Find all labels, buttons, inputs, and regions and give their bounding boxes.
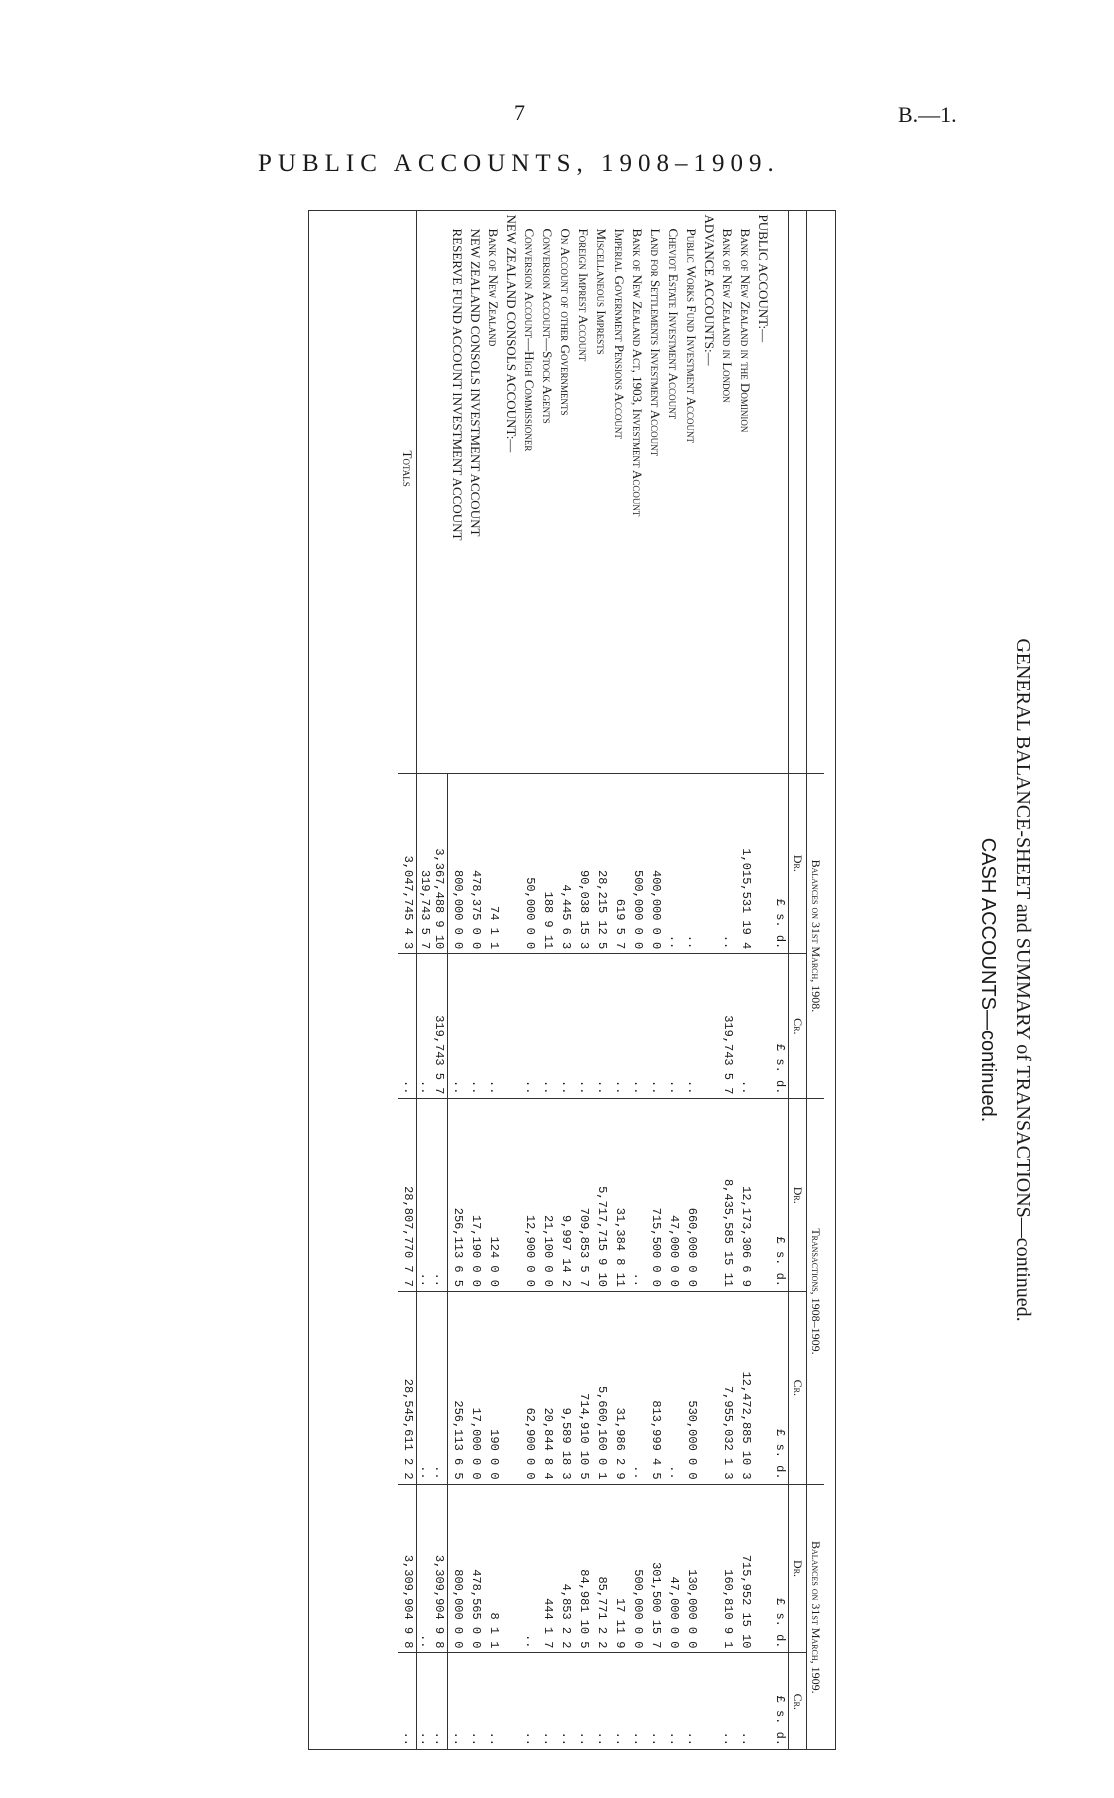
cell-c2 xyxy=(700,954,718,1099)
subtotal-row xyxy=(417,211,448,1751)
cell-c4: 7,955,032 1 3 xyxy=(718,1292,736,1485)
cell-c4: 12,472,885 10 3 xyxy=(736,1292,754,1485)
cell-c4: 5,660,160 0 1 xyxy=(592,1292,610,1485)
table-sub-title: CASH ACCOUNTS—continued. xyxy=(977,837,999,1123)
cell-c1: 1,015,531 19 4 xyxy=(736,773,754,954)
cell-c2: .. xyxy=(610,954,628,1099)
cr-header-3: Cr. xyxy=(789,1653,807,1750)
table-row xyxy=(736,211,754,1751)
cell-c3: 12,173,306 6 9 xyxy=(736,1099,754,1292)
cell-c5: 4,853 2 2 xyxy=(556,1484,574,1653)
cell-c4: 17,000 0 0 xyxy=(466,1292,484,1485)
cell-c5: .. xyxy=(520,1484,538,1653)
table-row xyxy=(700,211,718,1751)
page-number: 7 xyxy=(514,100,525,125)
cell-c3: 21,100 0 0 xyxy=(538,1099,556,1292)
totals-label: Totals xyxy=(399,211,418,774)
cell-c5 xyxy=(502,1484,520,1653)
table-row xyxy=(484,211,502,1751)
totals-c3: 28,807,770 7 7 xyxy=(399,1099,418,1292)
cell-c2: .. xyxy=(448,954,466,1099)
cell-c1: 478,375 0 0 xyxy=(466,773,484,954)
cell-c3: 31,384 8 11 xyxy=(610,1099,628,1292)
cell-c5 xyxy=(700,1484,718,1653)
subtotal-c1: 3,367,488 9 10 319,743 5 7 xyxy=(417,773,448,954)
cell-c3: 256,113 6 5 xyxy=(448,1099,466,1292)
cr-header-1: Cr. xyxy=(789,954,807,1099)
units-3: £ s. d. xyxy=(772,1099,789,1292)
totals-c4: 28,545,611 2 2 xyxy=(399,1292,418,1485)
cell-c3: 9,997 14 2 xyxy=(556,1099,574,1292)
cash-accounts-table xyxy=(399,210,825,1750)
cell-c2: .. xyxy=(592,954,610,1099)
row-label: On Account of other Governments xyxy=(558,228,573,416)
row-label: NEW ZEALAND CONSOLS INVESTMENT ACCOUNT xyxy=(468,228,483,537)
table-row xyxy=(628,211,646,1751)
table-row xyxy=(664,211,682,1751)
subtotal-c6: .. .. xyxy=(417,1653,448,1750)
cell-c1: 28,215 12 5 xyxy=(592,773,610,954)
group3-header: Balances on 31st March, 1909. xyxy=(807,1484,825,1750)
cell-c1: 800,000 0 0 xyxy=(448,773,466,954)
cell-c3: 8,435,585 15 11 xyxy=(718,1099,736,1292)
label-subheader xyxy=(789,211,807,774)
table-row xyxy=(592,211,610,1751)
dr-header-3: Dr. xyxy=(789,1484,807,1653)
cell-c6 xyxy=(502,1653,520,1750)
units-row xyxy=(772,211,789,1751)
cell-c5 xyxy=(754,1484,772,1653)
cell-c6: .. xyxy=(592,1653,610,1750)
cell-c2: .. xyxy=(736,954,754,1099)
cell-c4 xyxy=(754,1292,772,1485)
table-row xyxy=(466,211,484,1751)
row-label: PUBLIC ACCOUNT:— xyxy=(756,214,771,343)
cell-c2: .. xyxy=(538,954,556,1099)
label-header xyxy=(807,211,825,774)
cell-c6: .. xyxy=(718,1653,736,1750)
cell-c5: 47,000 0 0 xyxy=(664,1484,682,1653)
cell-c1 xyxy=(502,773,520,954)
cell-c3 xyxy=(700,1099,718,1292)
dr-header-2: Dr. xyxy=(789,1099,807,1292)
cell-c2: .. xyxy=(646,954,664,1099)
cell-c2: .. xyxy=(556,954,574,1099)
cell-c1: .. xyxy=(718,773,736,954)
cell-c1: 619 5 7 xyxy=(610,773,628,954)
units-5: £ s. d. xyxy=(772,1484,789,1653)
cell-c4: 31,986 2 9 xyxy=(610,1292,628,1485)
table-row xyxy=(646,211,664,1751)
group2-header: Transactions, 1908–1909. xyxy=(807,1099,825,1484)
cell-c1: 188 9 11 xyxy=(538,773,556,954)
cell-c6: .. xyxy=(538,1653,556,1750)
units-4: £ s. d. xyxy=(772,1292,789,1485)
row-label: Conversion Account—High Commissioner xyxy=(522,228,537,452)
subtotal-c4: .. .. xyxy=(417,1292,448,1485)
cell-c6: .. xyxy=(448,1653,466,1750)
cell-c6 xyxy=(754,1653,772,1750)
cell-c4: 530,000 0 0 xyxy=(682,1292,700,1485)
cell-c3: 47,000 0 0 xyxy=(664,1099,682,1292)
cell-c4: 9,589 18 3 xyxy=(556,1292,574,1485)
cell-c1: 500,000 0 0 xyxy=(628,773,646,954)
cell-c4: .. xyxy=(664,1292,682,1485)
cell-c6: .. xyxy=(628,1653,646,1750)
cell-c1: .. xyxy=(664,773,682,954)
cell-c2: .. xyxy=(628,954,646,1099)
subtotal-c2: 319,743 5 7 .. xyxy=(417,954,448,1099)
cell-c1: 90,038 15 3 xyxy=(574,773,592,954)
cell-c2: .. xyxy=(466,954,484,1099)
table-row xyxy=(502,211,520,1751)
page-title: PUBLIC ACCOUNTS, 1908–1909. xyxy=(258,150,780,177)
cell-c4: 62,900 0 0 xyxy=(520,1292,538,1485)
cell-c3: 5,717,715 9 10 xyxy=(592,1099,610,1292)
table-row xyxy=(448,211,466,1751)
cell-c4: 20,844 8 4 xyxy=(538,1292,556,1485)
cell-c2: .. xyxy=(664,954,682,1099)
cr-header-2: Cr. xyxy=(789,1292,807,1485)
totals-c1: 3,047,745 4 3 xyxy=(399,773,418,954)
cell-c5: 500,000 0 0 xyxy=(628,1484,646,1653)
cell-c5: 444 1 7 xyxy=(538,1484,556,1653)
cell-c6: .. xyxy=(484,1653,502,1750)
units-1: £ s. d. xyxy=(772,773,789,954)
row-label: Conversion Account—Stock Agents xyxy=(540,228,555,424)
cell-c6 xyxy=(700,1653,718,1750)
cell-c2 xyxy=(754,954,772,1099)
cell-c4: 256,113 6 5 xyxy=(448,1292,466,1485)
table-row xyxy=(718,211,736,1751)
table-row xyxy=(754,211,772,1751)
subtotal-c5: 3,309,904 9 8 .. xyxy=(417,1484,448,1653)
row-label: Foreign Imprest Account xyxy=(576,228,591,362)
cell-c4: 813,999 4 5 xyxy=(646,1292,664,1485)
rotated-table-region xyxy=(294,210,1034,1750)
table-row xyxy=(556,211,574,1751)
row-label: Land for Settlements Investment Account xyxy=(648,228,663,457)
cell-c2: 319,743 5 7 xyxy=(718,954,736,1099)
cell-c4 xyxy=(502,1292,520,1485)
cell-c5: 478,565 0 0 xyxy=(466,1484,484,1653)
cell-c5: 160,810 9 1 xyxy=(718,1484,736,1653)
cell-c6: .. xyxy=(556,1653,574,1750)
cell-c6: .. xyxy=(664,1653,682,1750)
dr-header-1: Dr. xyxy=(789,773,807,954)
cell-c3: .. xyxy=(628,1099,646,1292)
group-header-row xyxy=(807,211,825,1751)
cell-c2: .. xyxy=(574,954,592,1099)
subtotal-c3: .. .. xyxy=(417,1099,448,1292)
row-label: Cheviot Estate Investment Account xyxy=(666,228,681,420)
cell-c6: .. xyxy=(574,1653,592,1750)
units-2: £ s. d. xyxy=(772,954,789,1099)
cell-c6: .. xyxy=(466,1653,484,1750)
cell-c4: 190 0 0 xyxy=(484,1292,502,1485)
cell-c2: .. xyxy=(682,954,700,1099)
row-label: Bank of New Zealand in the Dominion xyxy=(738,228,753,433)
cell-c3: 124 0 0 xyxy=(484,1099,502,1292)
cell-c1 xyxy=(700,773,718,954)
cell-c1: 4,445 6 3 xyxy=(556,773,574,954)
cell-c5: 84,981 10 5 xyxy=(574,1484,592,1653)
totals-c5: 3,309,904 9 8 xyxy=(399,1484,418,1653)
row-label: Bank of New Zealand in London xyxy=(720,228,735,403)
cell-c6: .. xyxy=(520,1653,538,1750)
row-label: Bank of New Zealand xyxy=(486,228,501,347)
cell-c1: 400,000 0 0 xyxy=(646,773,664,954)
cell-c3: 715,500 0 0 xyxy=(646,1099,664,1292)
table-main-title: GENERAL BALANCE-SHEET and SUMMARY of TRANSACTIONS—continued. xyxy=(1012,638,1034,1322)
cell-c2 xyxy=(502,954,520,1099)
cell-c1: .. xyxy=(682,773,700,954)
cell-c4 xyxy=(700,1292,718,1485)
cell-c1 xyxy=(754,773,772,954)
row-label: ADVANCE ACCOUNTS:— xyxy=(702,214,717,366)
cell-c3: 12,900 0 0 xyxy=(520,1099,538,1292)
cell-c5: 85,771 2 2 xyxy=(592,1484,610,1653)
table-row xyxy=(610,211,628,1751)
table-row xyxy=(682,211,700,1751)
cell-c3: 17,190 0 0 xyxy=(466,1099,484,1292)
cell-c4: .. xyxy=(628,1292,646,1485)
cell-c1: 50,000 0 0 xyxy=(520,773,538,954)
cell-c3 xyxy=(502,1099,520,1292)
cell-c2: .. xyxy=(484,954,502,1099)
cell-c5: 715,952 15 10 xyxy=(736,1484,754,1653)
row-label: NEW ZEALAND CONSOLS ACCOUNT:— xyxy=(504,214,519,453)
table-row xyxy=(520,211,538,1751)
cell-c5: 130,000 0 0 xyxy=(682,1484,700,1653)
drcr-header-row xyxy=(789,211,807,1751)
cell-c5: 301,500 15 7 xyxy=(646,1484,664,1653)
totals-row xyxy=(399,211,418,1751)
row-label: Public Works Fund Investment Account xyxy=(684,228,699,443)
table-row xyxy=(574,211,592,1751)
cell-c6: .. xyxy=(610,1653,628,1750)
cell-c6: .. xyxy=(682,1653,700,1750)
cell-c2: .. xyxy=(520,954,538,1099)
row-label: RESERVE FUND ACCOUNT INVESTMENT ACCOUNT xyxy=(450,228,465,541)
group1-header: Balances on 31st March, 1908. xyxy=(807,773,825,1099)
cell-c4: 714,910 10 5 xyxy=(574,1292,592,1485)
cell-c1: 74 1 1 xyxy=(484,773,502,954)
page-code: B.—1. xyxy=(898,102,957,127)
row-label: Imperial Government Pensions Account xyxy=(612,228,627,439)
cell-c6: .. xyxy=(646,1653,664,1750)
cell-c5: 8 1 1 xyxy=(484,1484,502,1653)
row-label: Miscellaneous Imprests xyxy=(594,228,609,355)
cell-c6: .. xyxy=(736,1653,754,1750)
table-row xyxy=(538,211,556,1751)
cell-c3 xyxy=(754,1099,772,1292)
row-label: Bank of New Zealand Act, 1903, Investment Account xyxy=(630,228,645,517)
cell-c5: 17 11 9 xyxy=(610,1484,628,1653)
totals-c2: .. xyxy=(399,954,418,1099)
cell-c3: 709,853 5 7 xyxy=(574,1099,592,1292)
units-6: £ s. d. xyxy=(772,1653,789,1750)
cell-c3: 660,000 0 0 xyxy=(682,1099,700,1292)
cell-c5: 800,000 0 0 xyxy=(448,1484,466,1653)
totals-c6: .. xyxy=(399,1653,418,1750)
